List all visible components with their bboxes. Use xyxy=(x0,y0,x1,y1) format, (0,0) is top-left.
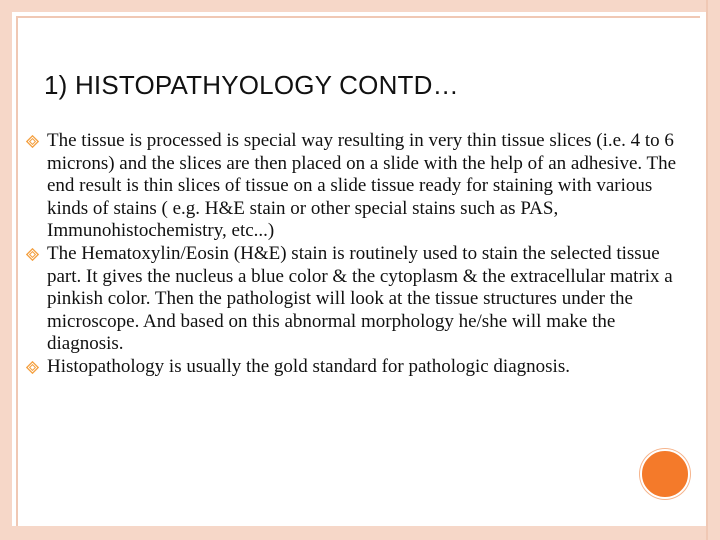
bullet-text: Histopathology is usually the gold standard for pathologic diagnosis. xyxy=(47,355,570,377)
hollow-diamond-bullet-icon xyxy=(26,361,39,374)
hollow-diamond-bullet-icon xyxy=(26,248,39,261)
bullet-item xyxy=(26,243,688,356)
bullet-item xyxy=(26,130,688,243)
bullet-item xyxy=(26,356,688,379)
slide-right-border-line xyxy=(706,0,708,540)
hollow-diamond-bullet-icon xyxy=(26,135,39,148)
slide-title: 1) HISTOPATHYOLOGY CONTD… xyxy=(44,70,459,100)
bullet-text: The tissue is processed is special way resulting in very thin tissue slices (i.e. 4 to 6 microns) and the slices are then placed on a slide with the help of an adhesive. The end result is thin slices of tissue on a slide tissue ready for staining with various kinds of stains ( e.g. H&E stain or other special stains such as PAS, Immunohistochemistry, etc...) xyxy=(47,130,677,242)
bullet-text: The Hematoxylin/Eosin (H&E) stain is routinely used to stain the selected tissue part. It gives the nucleus a blue color & the cytoplasm & the extracellular matrix a pinkish color. Then the pathologist will look at the tissue structures under the microscope. And based on this abnormal morphology he/she will make the diagnosis. xyxy=(47,242,673,355)
bullet-list xyxy=(26,130,688,379)
orange-circle-icon xyxy=(640,449,690,499)
